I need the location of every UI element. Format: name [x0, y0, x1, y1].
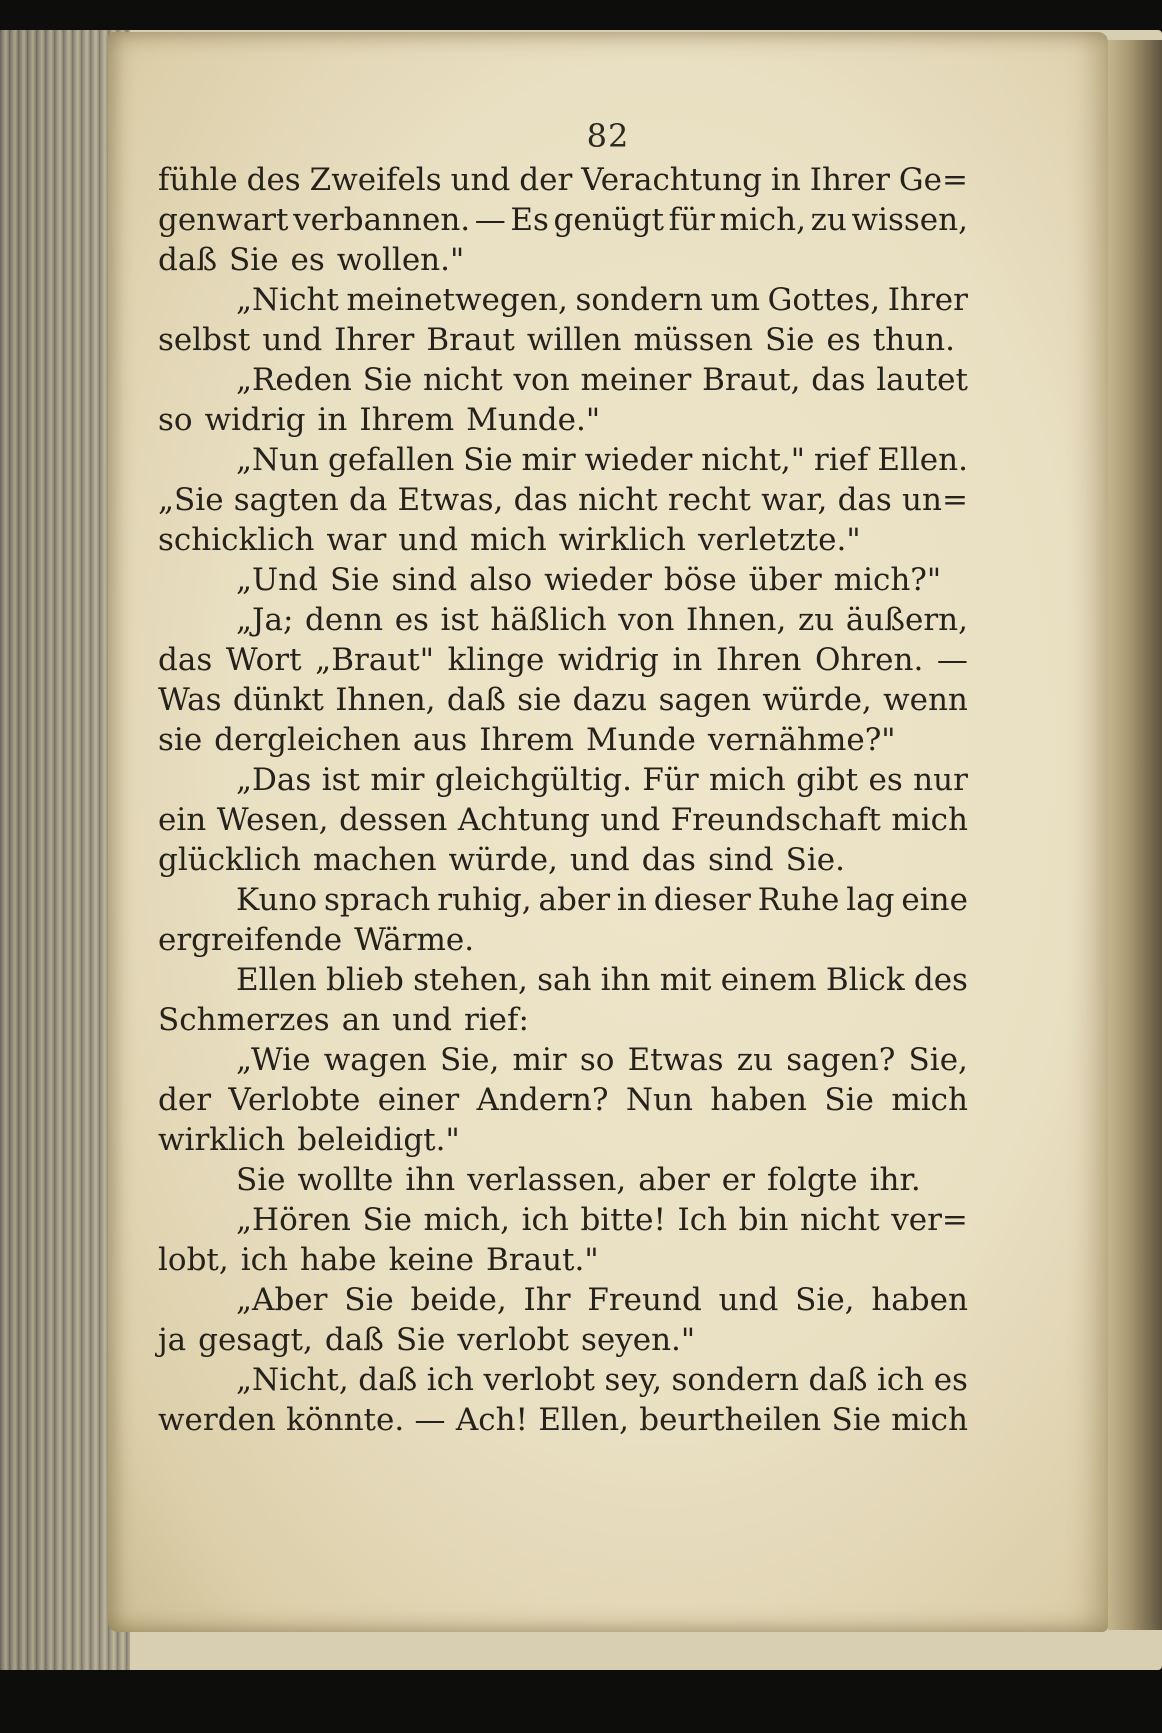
word: da: [348, 482, 388, 518]
word: „Nicht,: [236, 1362, 349, 1398]
word: keine: [388, 1242, 474, 1278]
text-line: [158, 1160, 968, 1200]
word: der: [519, 162, 573, 198]
word: das: [513, 482, 568, 518]
word: meinetwegen,: [346, 282, 568, 318]
word: Sie: [229, 242, 279, 278]
word: Sie: [344, 1282, 394, 1318]
word: Sie: [362, 1202, 412, 1238]
word: würde,: [448, 842, 558, 878]
word: Wesen,: [216, 802, 329, 838]
word: Kuno: [236, 882, 318, 918]
word: ich: [876, 1362, 925, 1398]
word: das: [811, 362, 866, 398]
text-line: [158, 600, 968, 640]
word: lag: [846, 882, 895, 918]
word: mich: [470, 522, 547, 558]
word: beurtheilen: [639, 1402, 822, 1438]
word: es: [290, 242, 325, 278]
word: sagten: [233, 482, 339, 518]
word: bitte!: [580, 1202, 666, 1238]
word: sind: [707, 842, 774, 878]
word: es: [394, 602, 429, 638]
word: Braut: [426, 322, 515, 358]
word: daß: [358, 1362, 418, 1398]
word: Nun: [625, 1082, 693, 1118]
word: Ach!: [455, 1402, 529, 1438]
word: zu: [810, 202, 847, 238]
word: also: [469, 562, 533, 598]
word: des: [246, 162, 301, 198]
word: selbst: [158, 322, 251, 358]
word: nicht: [423, 362, 503, 398]
word: Gottes,: [767, 282, 881, 318]
word: genwart: [158, 202, 289, 238]
word: mit: [659, 962, 712, 998]
word: Sie,: [908, 1042, 968, 1078]
text-line: [158, 440, 968, 480]
word: willen: [526, 322, 622, 358]
word: dessen: [339, 802, 448, 838]
word: daß: [158, 242, 218, 278]
word: in: [616, 882, 647, 918]
word: verlobt: [457, 1322, 569, 1358]
word: von: [513, 362, 570, 398]
word: Was: [158, 682, 222, 718]
word: lautet: [876, 362, 968, 398]
word: Sie: [824, 1082, 874, 1118]
word: habe: [299, 1242, 377, 1278]
word: Ihr: [523, 1282, 571, 1318]
word: so: [158, 402, 193, 438]
word: Etwas,: [397, 482, 504, 518]
word: Ihrer: [809, 162, 890, 198]
word: Sie: [463, 442, 513, 478]
word: mich,: [423, 1202, 511, 1238]
word: bin: [738, 1202, 789, 1238]
text-line: [158, 640, 968, 680]
text-line: [158, 1240, 968, 1280]
word: mir: [370, 762, 425, 798]
word: verlobt: [483, 1362, 596, 1398]
word: Sie: [330, 562, 380, 598]
word: „Nun: [236, 442, 320, 478]
word: Freundschaft: [670, 802, 881, 838]
word: über: [748, 562, 822, 598]
word: wieder: [584, 442, 693, 478]
word: beide,: [410, 1282, 507, 1318]
word: Ohren.: [814, 642, 924, 678]
word: nicht,": [701, 442, 806, 478]
word: und: [569, 842, 630, 878]
word: rief:: [463, 1002, 529, 1038]
text-line: [158, 520, 968, 560]
word: Ihnen,: [686, 602, 787, 638]
word: mich: [709, 762, 786, 798]
word: „Hören: [236, 1202, 351, 1238]
word: sondern: [671, 1362, 799, 1398]
text-line: [158, 200, 968, 240]
text-line: [158, 240, 968, 280]
word: —: [474, 202, 506, 238]
word: um: [710, 282, 761, 318]
word: Braut.": [485, 1242, 599, 1278]
word: Ihren: [715, 642, 802, 678]
word: Zweifels: [309, 162, 442, 198]
text-line: [158, 720, 968, 760]
word: dieser: [653, 882, 751, 918]
text-line: [158, 1040, 968, 1080]
word: mich: [891, 802, 968, 838]
word: Achtung: [457, 802, 590, 838]
word: „Wie: [236, 1042, 311, 1078]
text-line: [158, 160, 968, 200]
word: ver=: [891, 1202, 968, 1238]
word: könnte.: [286, 1402, 405, 1438]
word: verlassen,: [467, 1162, 627, 1198]
word: wenn: [883, 682, 968, 718]
word: er: [721, 1162, 755, 1198]
word: und: [718, 1282, 779, 1318]
word: wollen.": [336, 242, 465, 278]
word: Ich: [677, 1202, 728, 1238]
word: Ihrem: [479, 722, 574, 758]
word: seyen.": [580, 1322, 696, 1358]
word: in: [770, 162, 801, 198]
text-line: [158, 960, 968, 1000]
word: ist: [321, 762, 360, 798]
word: Freund: [587, 1282, 702, 1318]
word: fühle: [158, 162, 238, 198]
text-line: [158, 280, 968, 320]
word: ich: [426, 1362, 474, 1398]
word: und: [450, 162, 511, 198]
word: gesagt,: [198, 1322, 313, 1358]
word: gibt: [796, 762, 859, 798]
word: ja: [158, 1322, 187, 1358]
word: das: [641, 842, 696, 878]
word: thun.: [872, 322, 955, 358]
word: es: [933, 1362, 968, 1398]
word: aus: [412, 722, 468, 758]
word: einem: [720, 962, 817, 998]
word: stehen,: [413, 962, 528, 998]
word: nur: [913, 762, 968, 798]
word: Sie: [236, 1162, 286, 1198]
text-line: [158, 320, 968, 360]
word: sprach: [323, 882, 431, 918]
word: sie: [517, 682, 562, 718]
word: Sie: [362, 362, 413, 398]
page-text: [158, 160, 968, 1440]
word: ich: [521, 1202, 569, 1238]
text-line: [158, 880, 968, 920]
text-line: [158, 1360, 968, 1400]
word: folgte: [766, 1162, 858, 1198]
word: „Nicht: [236, 282, 339, 318]
text-line: [158, 1200, 968, 1240]
word: —: [936, 642, 968, 678]
word: und: [600, 802, 661, 838]
word: „Sie: [158, 482, 224, 518]
word: machen: [313, 842, 437, 878]
word: vernähme?": [707, 722, 896, 758]
text-line: [158, 1080, 968, 1120]
word: ruhig,: [437, 882, 532, 918]
word: es: [826, 322, 861, 358]
text-line: [158, 480, 968, 520]
word: sagen: [658, 682, 752, 718]
text-line: [158, 1280, 968, 1320]
word: mich: [891, 1082, 968, 1118]
word: daß: [324, 1322, 384, 1358]
word: mich,: [719, 202, 806, 238]
word: wirklich: [158, 1122, 286, 1158]
word: Sie,: [440, 1042, 500, 1078]
word: glücklich: [158, 842, 302, 878]
word: Ellen.: [877, 442, 968, 478]
text-line: [158, 400, 968, 440]
word: wieder: [544, 562, 652, 598]
word: Ellen: [236, 962, 317, 998]
word: recht: [667, 482, 751, 518]
word: böse: [663, 562, 737, 598]
word: „Reden: [236, 362, 352, 398]
word: für: [668, 202, 715, 238]
word: mir: [512, 1042, 567, 1078]
word: sie: [158, 722, 203, 758]
word: Ihrem: [359, 402, 455, 438]
word: ihr.: [869, 1162, 921, 1198]
word: wagen: [323, 1042, 427, 1078]
word: mir: [521, 442, 576, 478]
word: Für: [642, 762, 699, 798]
word: ist: [440, 602, 479, 638]
word: mich?": [833, 562, 942, 598]
word: „Ja;: [236, 602, 294, 638]
text-line: [158, 680, 968, 720]
word: gleichgültig.: [434, 762, 632, 798]
word: un=: [902, 482, 968, 518]
word: rief: [813, 442, 869, 478]
word: an: [341, 1002, 381, 1038]
word: Verachtung: [581, 162, 762, 198]
word: dünkt: [232, 682, 324, 718]
word: in: [672, 642, 703, 678]
word: daß: [446, 682, 506, 718]
word: Ihrer: [334, 322, 415, 358]
word: Sie.: [785, 842, 845, 878]
word: lobt,: [158, 1242, 229, 1278]
word: von: [618, 602, 675, 638]
word: „Und: [236, 562, 318, 598]
word: Sie: [764, 322, 815, 358]
word: ihn: [405, 1162, 456, 1198]
word: daß: [808, 1362, 868, 1398]
word: war: [326, 522, 387, 558]
word: „Aber: [236, 1282, 328, 1318]
word: blieb: [325, 962, 404, 998]
word: nicht: [578, 482, 658, 518]
word: das: [158, 642, 213, 678]
text-line: [158, 1120, 968, 1160]
word: müssen: [633, 322, 753, 358]
word: und: [262, 322, 323, 358]
word: ich: [240, 1242, 288, 1278]
word: sondern: [575, 282, 704, 318]
word: nicht: [799, 1202, 880, 1238]
text-line: [158, 360, 968, 400]
word: eine: [901, 882, 968, 918]
word: Verlobte: [228, 1082, 361, 1118]
word: Braut,: [702, 362, 801, 398]
word: meiner: [580, 362, 692, 398]
text-line: [158, 800, 968, 840]
word: sind: [391, 562, 458, 598]
word: haben: [871, 1282, 968, 1318]
word: gefallen: [328, 442, 455, 478]
word: werden: [158, 1402, 276, 1438]
word: Ge=: [898, 162, 968, 198]
word: wollte: [297, 1162, 394, 1198]
word: aber: [538, 882, 611, 918]
word: der: [158, 1082, 212, 1118]
word: widrig: [204, 402, 306, 438]
word: in: [317, 402, 348, 438]
word: Munde: [585, 722, 696, 758]
word: mich: [891, 1402, 968, 1438]
word: äußern,: [845, 602, 968, 638]
word: ein: [158, 802, 207, 838]
word: Munde.": [466, 402, 601, 438]
word: Sie: [831, 1402, 881, 1438]
word: beleidigt.": [297, 1122, 460, 1158]
text-line: [158, 760, 968, 800]
word: klinge: [447, 642, 545, 678]
text-line: [158, 1320, 968, 1360]
text-line: [158, 560, 968, 600]
word: Es: [510, 202, 549, 238]
word: Sie: [395, 1322, 446, 1358]
word: Schmerzes: [158, 1002, 330, 1038]
word: ergreifende: [158, 922, 343, 958]
word: Wärme.: [354, 922, 475, 958]
word: sey,: [604, 1362, 662, 1398]
word: haben: [710, 1082, 807, 1118]
word: wirklich: [558, 522, 686, 558]
word: Ellen,: [538, 1402, 629, 1438]
word: Andern?: [476, 1082, 609, 1118]
word: Sie,: [795, 1282, 855, 1318]
word: widrig: [558, 642, 659, 678]
word: —: [414, 1402, 446, 1438]
word: denn: [305, 602, 384, 638]
word: das: [837, 482, 892, 518]
word: und: [392, 1002, 452, 1038]
word: Ihrer: [887, 282, 968, 318]
word: dazu: [572, 682, 648, 718]
word: so: [579, 1042, 615, 1078]
word: war,: [761, 482, 828, 518]
word: dergleichen: [214, 722, 401, 758]
word: verbannen.: [293, 202, 471, 238]
word: genügt: [553, 202, 664, 238]
word: Ihnen,: [335, 682, 436, 718]
word: „Das: [236, 762, 312, 798]
word: sagen?: [786, 1042, 896, 1078]
word: Ruhe: [757, 882, 840, 918]
word: und: [398, 522, 459, 558]
text-line: [158, 1400, 968, 1440]
word: häßlich: [490, 602, 607, 638]
word: schicklich: [158, 522, 315, 558]
word: „Braut": [315, 642, 434, 678]
text-line: [158, 920, 968, 960]
page-number: 82: [586, 117, 630, 155]
word: verletzte.": [697, 522, 861, 558]
word: ihn: [600, 962, 651, 998]
word: es: [868, 762, 903, 798]
word: sah: [537, 962, 592, 998]
word: aber: [638, 1162, 710, 1198]
word: wissen,: [851, 202, 968, 238]
word: einer: [377, 1082, 460, 1118]
word: Blick: [825, 962, 905, 998]
text-line: [158, 840, 968, 880]
word: zu: [736, 1042, 774, 1078]
word: würde,: [762, 682, 872, 718]
word: zu: [797, 602, 835, 638]
word: Etwas: [627, 1042, 724, 1078]
word: Wort: [225, 642, 302, 678]
text-line: [158, 1000, 968, 1040]
word: des: [913, 962, 968, 998]
book-spine-edge: [1108, 40, 1162, 1630]
